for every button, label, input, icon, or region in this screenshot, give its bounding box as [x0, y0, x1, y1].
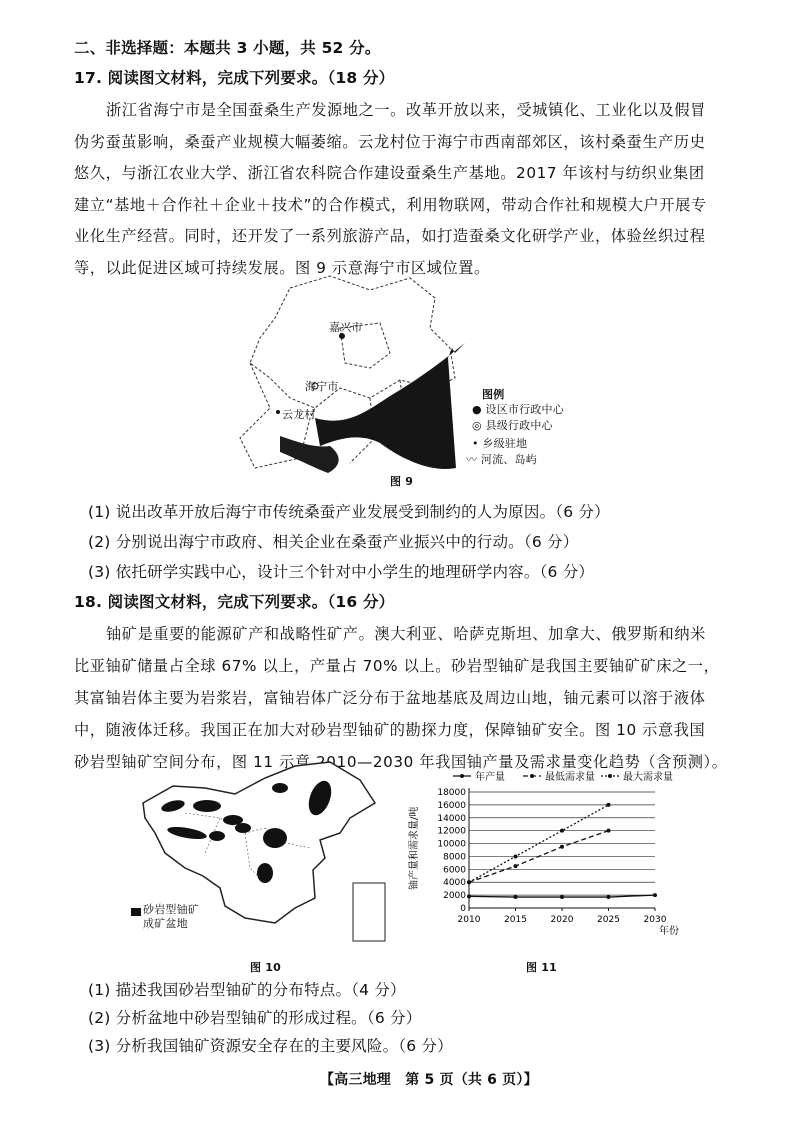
- q17-title: 17. 阅读图文材料，完成下列要求。（18 分）: [74, 69, 395, 87]
- q18-title: 18. 阅读图文材料，完成下列要求。（16 分）: [74, 593, 395, 611]
- y-tick-label: 10000: [437, 839, 466, 850]
- q18-question-1: (1) 描述我国砂岩型铀矿的分布特点。（4 分）: [88, 981, 406, 999]
- legend-marker-icon: [608, 774, 612, 778]
- map-legend-title: 图例: [482, 388, 505, 401]
- q18-passage-line: 其富铀岩体主要为岩浆岩，富铀岩体广泛分布于盆地基底及周边山地，铀元素可以溶于液体: [74, 689, 706, 707]
- legend-marker-icon: [530, 774, 534, 778]
- legend-marker-icon: [460, 774, 464, 778]
- data-point: [514, 864, 518, 868]
- legend-item-river: [466, 450, 537, 470]
- q17-passage-line: 业化生产经营。同时，还开发了一系列旅游产品，如打造蚕桑文化研学产业，体验丝织过程: [74, 227, 706, 245]
- data-point: [607, 895, 611, 899]
- chart-grid: [469, 792, 655, 908]
- data-point: [560, 845, 564, 849]
- label-jiaxing: 嘉兴市: [329, 321, 363, 334]
- data-point: [607, 803, 611, 807]
- x-axis-label: 年份: [659, 926, 679, 937]
- q17-question-3: (3) 依托研学实践中心，设计三个针对中小学生的地理研学内容。（6 分）: [88, 563, 595, 581]
- q17-question-2: (2) 分别说出海宁市政府、相关企业在桑蚕产业振兴中的行动。（6 分）: [88, 533, 579, 551]
- data-point: [560, 895, 564, 899]
- chart-series: [467, 803, 657, 899]
- y-tick-label: 8000: [443, 852, 466, 863]
- y-tick-label: 0: [460, 904, 466, 914]
- figure-11-chart: [405, 770, 695, 940]
- township-icon: •: [472, 437, 479, 450]
- legend-label: 设区市行政中心: [485, 403, 564, 416]
- q18-question-3: (3) 分析我国铀矿资源安全存在的主要风险。（6 分）: [88, 1037, 453, 1055]
- data-point: [514, 895, 518, 899]
- q18-passage-line: 铀矿是重要的能源矿产和战略性矿产。澳大利亚、哈萨克斯坦、加拿大、俄罗斯和纳米: [106, 625, 706, 643]
- south-china-sea-inset: [353, 883, 385, 941]
- x-tick-label: 2025: [597, 915, 620, 925]
- q17-passage-line: 建立“基地＋合作社＋企业＋技术”的合作模式，利用物联网，带动合作社和规模大户开展专: [74, 196, 707, 214]
- figure-9-caption: 图 9: [390, 475, 414, 488]
- data-point: [560, 829, 564, 833]
- city-center-icon: ●: [472, 403, 482, 416]
- q17-passage-line: 悠久，与浙江农业大学、浙江省农科院合作建设蚕桑生产基地。2017 年该村与纺织业集团: [74, 164, 705, 182]
- data-point: [607, 829, 611, 833]
- q18-passage-line: 中，随液体迁移。我国正在加大对砂岩型铀矿的勘探力度，保障铀矿安全。图 10 示意我国: [74, 721, 706, 739]
- data-point: [467, 880, 471, 884]
- q18-question-2: (2) 分析盆地中砂岩型铀矿的形成过程。（6 分）: [88, 1009, 422, 1027]
- q18-passage-line: 比亚铀矿储量占全球 67% 以上，产量占 70% 以上。砂岩型铀矿是我国主要铀矿矿床之一，: [74, 657, 720, 675]
- legend-label: 最大需求量: [623, 772, 673, 783]
- x-tick-label: 2020: [550, 915, 574, 925]
- y-tick-label: 14000: [437, 813, 466, 824]
- y-tick-label: 4000: [443, 878, 466, 889]
- q18-passage-line: 砂岩型铀矿空间分布，图 11 示意 2010—2030 年我国铀产量及需求量变化趋势（含预测）。: [74, 753, 728, 771]
- china-outline: [143, 762, 375, 923]
- fig10-legend-line: 成矿盆地: [143, 917, 188, 930]
- q17-passage-line: 等，以此促进区域可持续发展。图 9 示意海宁市区域位置。: [74, 259, 490, 277]
- page-footer: 【高三地理 第 5 页（共 6 页）】: [320, 1072, 538, 1088]
- x-tick-label: 2015: [504, 915, 527, 925]
- label-haining: 海宁市: [305, 380, 339, 393]
- legend-label: 县级行政中心: [485, 419, 553, 432]
- y-tick-label: 18000: [437, 788, 466, 798]
- data-point: [514, 854, 518, 858]
- legend-label: 最低需求量: [545, 772, 595, 783]
- fig10-legend-line: 砂岩型铀矿: [143, 903, 199, 916]
- x-tick-label: 2030: [643, 915, 667, 925]
- chart-legend: [453, 770, 673, 783]
- q17-passage-line: 伪劣蚕茧影响，桑蚕产业规模大幅萎缩。云龙村位于海宁市西南部郊区，该村桑蚕生产历史: [74, 133, 706, 151]
- qiantang-river: [315, 343, 465, 469]
- basin-legend-icon: [131, 908, 141, 916]
- legend-label: 河流、岛屿: [480, 453, 537, 466]
- section-header: 二、非选择题：本题共 3 小题，共 52 分。: [74, 39, 381, 57]
- river-icon: 〰: [466, 453, 478, 466]
- data-point: [467, 894, 471, 898]
- q17-question-1: (1) 说出改革开放后海宁市传统桑蚕产业发展受到制约的人为原因。（6 分）: [88, 503, 610, 521]
- figure-11-caption: 图 11: [526, 961, 557, 974]
- figure-10-caption: 图 10: [250, 961, 281, 974]
- x-tick-label: 2010: [457, 915, 481, 925]
- y-axis-label: 铀产量和需求量/吨: [409, 806, 420, 890]
- legend-label: 年产量: [475, 772, 505, 783]
- legend-label: 乡级驻地: [482, 437, 528, 450]
- township-icon: [276, 410, 280, 414]
- legend-item-county: [472, 416, 553, 436]
- q17-passage-line: 浙江省海宁市是全国蚕桑生产发源地之一。改革开放以来，受城镇化、工业化以及假冒: [106, 101, 706, 119]
- county-center-icon: ◎: [472, 419, 482, 432]
- y-tick-label: 16000: [437, 800, 466, 811]
- label-yunlong: 云龙村: [282, 408, 316, 421]
- y-tick-label: 2000: [443, 891, 466, 902]
- data-point: [653, 893, 657, 897]
- y-tick-label: 12000: [437, 826, 466, 837]
- y-tick-label: 6000: [443, 865, 466, 876]
